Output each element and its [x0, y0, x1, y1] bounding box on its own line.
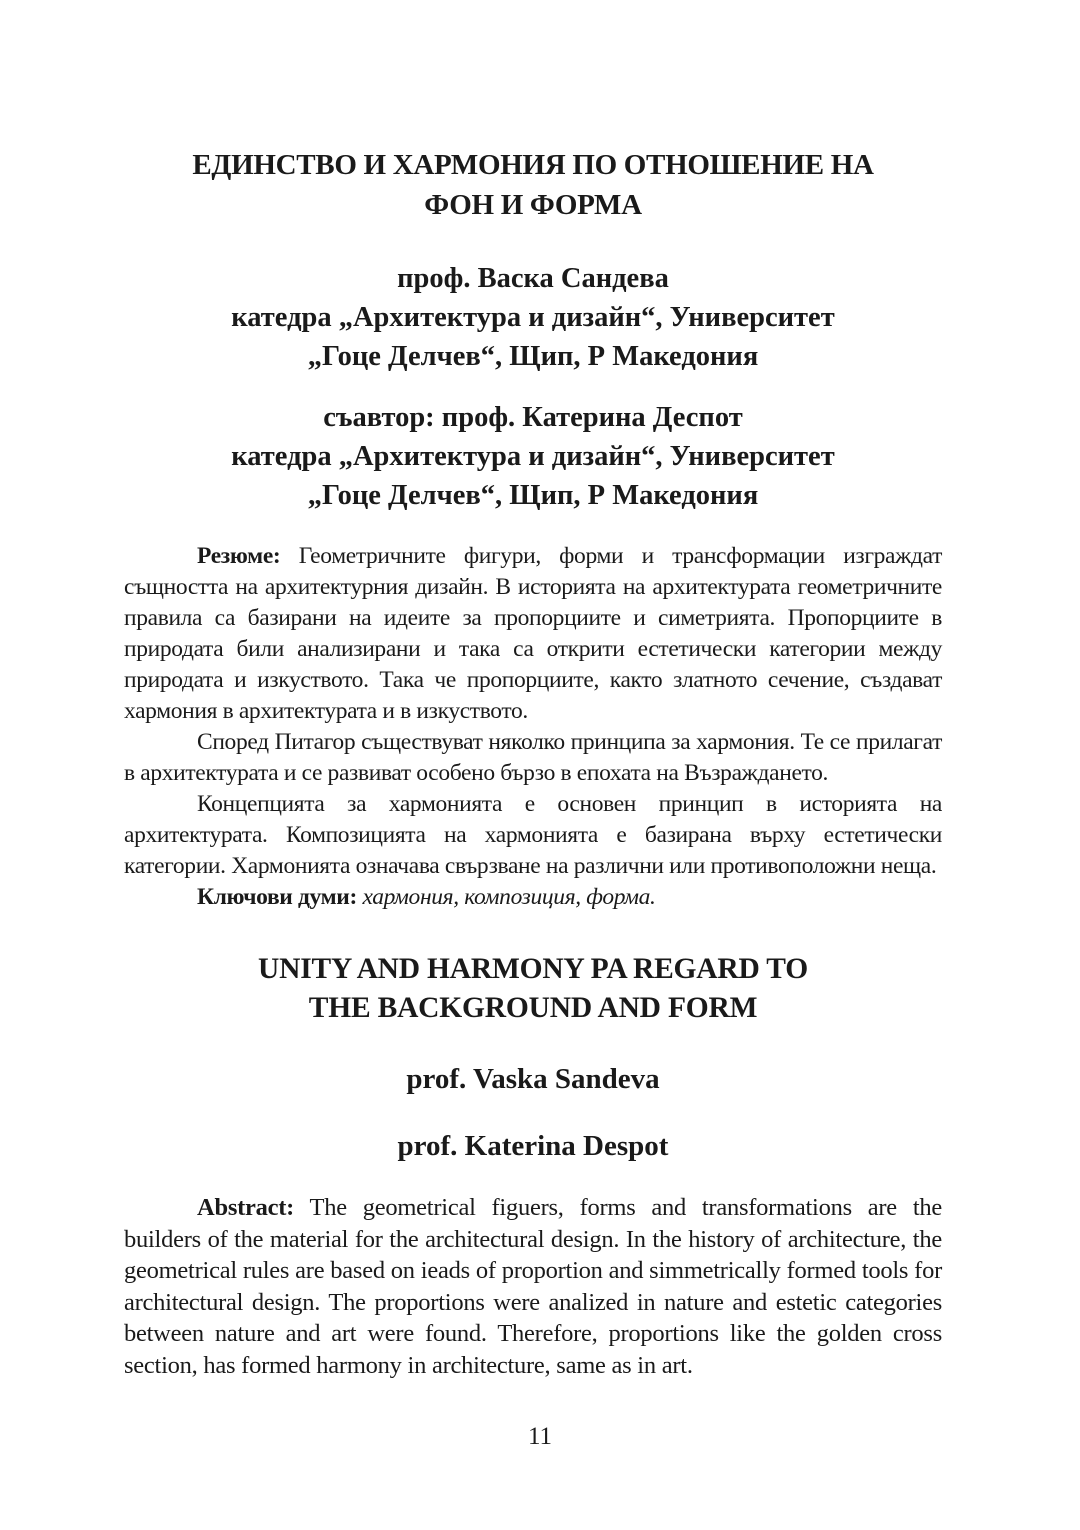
bg-author-1-affiliation-1: катедра „Архитектура и дизайн“, Университет [231, 302, 835, 333]
page-number: 11 [527, 1423, 553, 1450]
bg-title-line-2: ФОН И ФОРМА [424, 189, 642, 221]
en-title [124, 950, 942, 1028]
en-title-line-1: UNITY AND HARMONY PA REGARD TO [258, 953, 808, 985]
bg-author-2 [124, 398, 942, 515]
bg-author-2-affiliation-1: катедра „Архитектура и дизайн“, Университет [231, 441, 835, 472]
bg-title [124, 145, 942, 225]
bg-keywords-text: хармония, композиция, форма. [362, 884, 656, 910]
en-author-2: prof. Katerina Despot [397, 1130, 669, 1162]
bg-abstract-text-1: Геометричните фигури, форми и трансформации изграждат същността на архитектурния дизайн. В историята на архитектурата геометричните правила са базирани на идеите за пропорциите и симетрията. Пропорциите в природата били анализирани и така са открити естетически категории между природата и изкуството. Така че пропорциите, както златното сечение, създават хармония в архитектурата и в изкуството. [124, 543, 943, 724]
bg-keywords-label: Ключови думи: [197, 884, 357, 910]
bg-abstract-label: Резюме: [197, 543, 281, 569]
bg-author-2-affiliation-2: „Гоце Делчев“, Щип, Р Македония [307, 480, 759, 511]
bg-author-1-name: проф. Васка Сандева [397, 263, 669, 294]
en-author-1: prof. Vaska Sandeva [406, 1063, 660, 1095]
bg-keywords [124, 882, 942, 913]
bg-author-1 [124, 259, 942, 376]
en-title-line-2: THE BACKGROUND AND FORM [308, 992, 758, 1024]
en-abstract-paragraph [124, 1192, 942, 1381]
bg-abstract [124, 541, 942, 913]
bg-abstract-paragraph-2: Според Питагор съществуват няколко принципа за хармония. Те се прилагат в архитектурата и се развиват особено бързо в епохата на Възраждането. [124, 729, 942, 786]
page-content [124, 140, 942, 1381]
en-abstract-label: Abstract: [197, 1194, 295, 1221]
en-abstract-text: The geometrical figuers, forms and transformations are the builders of the material for the architectural design. In the history of architecture, the geometrical rules are based on ieads of proportion and simmetrically formed tools for architectural design. The proportions were analized in nature and estetic categories between nature and art were found. Therefore, proportions like the golden cross section, has formed harmony in architecture, same as in art. [124, 1194, 942, 1379]
en-abstract [124, 1192, 942, 1381]
bg-title-line-1: ЕДИНСТВО И ХАРМОНИЯ ПО ОТНОШЕНИЕ НА [192, 149, 874, 181]
bg-abstract-paragraph-3: Концепцията за хармонията е основен принцип в историята на архитектурата. Композицията на хармонията е базирана върху естетически категории. Хармонията означава свързване на различни или противоположни неща. [124, 791, 942, 879]
bg-abstract-paragraph-1 [124, 541, 942, 727]
bg-author-1-affiliation-2: „Гоце Делчев“, Щип, Р Македония [307, 341, 759, 372]
bg-author-2-name: съавтор: проф. Катерина Деспот [323, 402, 743, 433]
